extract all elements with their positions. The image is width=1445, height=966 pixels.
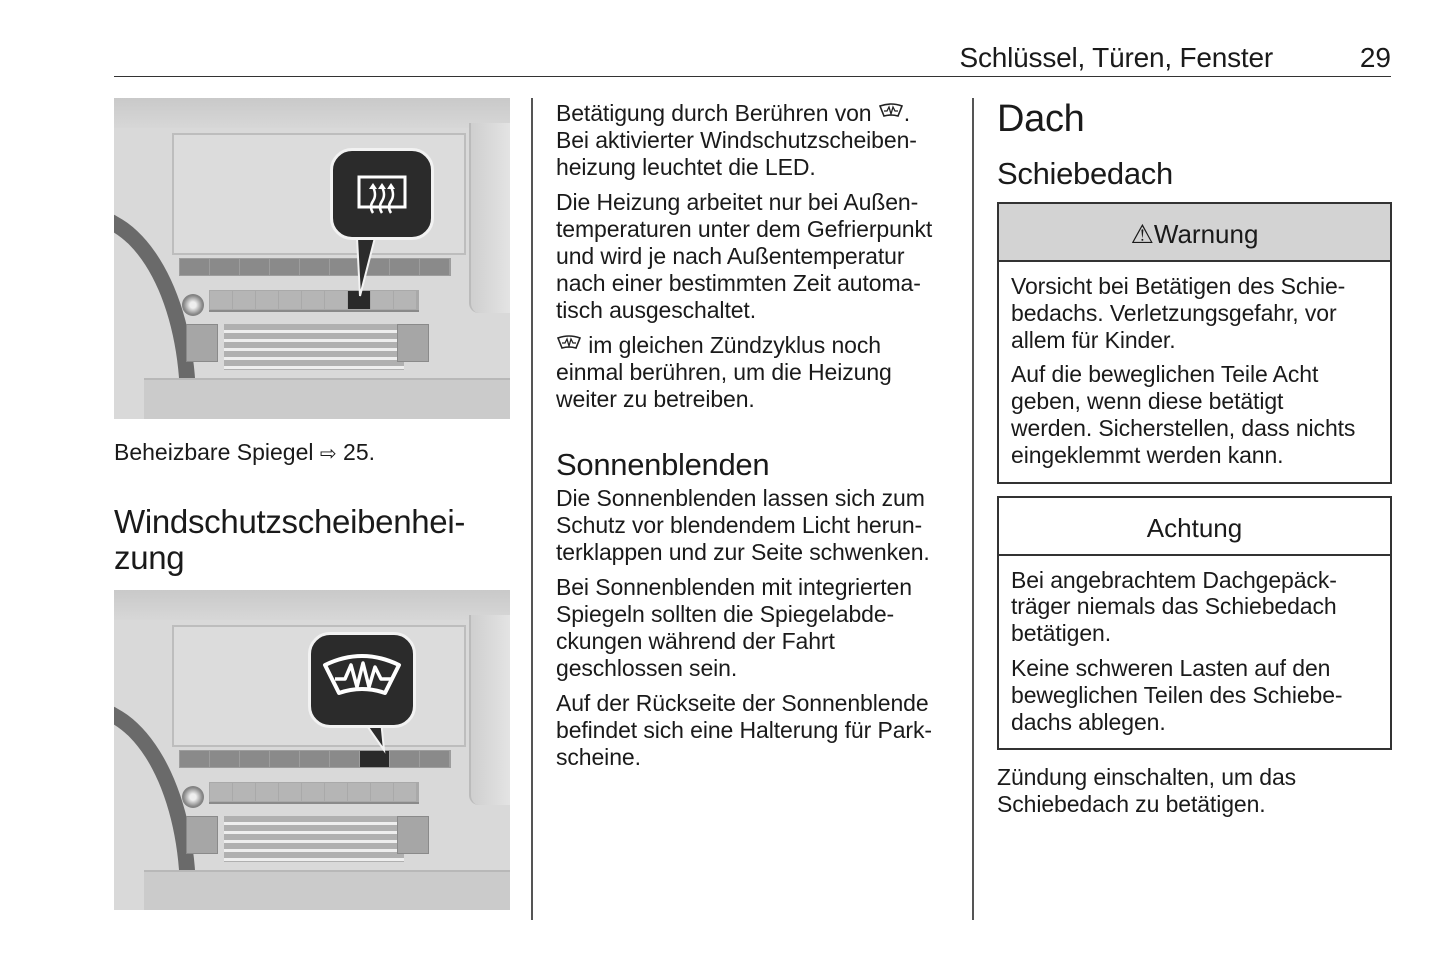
paragraph [1011,567,1378,647]
paragraph [556,574,956,682]
text-line: werden. Sicherstellen, dass nichts [1011,414,1356,441]
text-line: beweglichen Teilen des Schiebe- [1011,681,1343,708]
paragraph [1011,273,1378,353]
column-2 [556,100,956,779]
text-line: Schutz vor blendendem Licht herun- [556,512,923,538]
windscreen-heater-icon [556,335,582,351]
heading-line: Windschutzscheibenhei- [114,503,466,540]
text-line: Bei aktivierter Windschutzscheiben- [556,127,917,153]
page-header [114,40,1391,77]
text-line: dachs ablegen. [1011,708,1166,735]
windscreen-heater-icon [311,635,413,725]
text-line: und wird je nach Außentemperatur [556,243,905,269]
rear-window-heater-icon [333,151,431,237]
page-number: 29 [1359,42,1391,73]
section-heading-windscreen-heating [114,504,510,576]
column-3 [997,98,1392,826]
column-1 [114,98,510,910]
warning-triangle-icon: ⚠ [1130,219,1154,249]
text-line: heizung leuchtet die LED. [556,154,816,180]
text-line: Zündung einschalten, um das [997,764,1297,791]
text-line: temperaturen unter dem Gefrierpunkt [556,216,933,242]
text-line: Betätigung durch Berühren von [556,100,872,126]
paragraph [556,332,956,413]
text-line: Spiegeln sollten die Spiegelabde- [556,601,895,627]
text-line: Keine schweren Lasten auf den [1011,654,1331,681]
arrow-right-icon: ⇨ [319,443,337,465]
section-heading-sun-visors: Sonnenblenden [556,447,770,482]
reference-text: Beheizbare Spiegel [114,439,314,465]
text-line: nach einer bestimmten Zeit automa- [556,270,921,296]
text-line: im gleichen Zündzyklus noch [588,332,881,358]
text-line: bedachs. Verletzungsgefahr, vor [1011,299,1337,326]
text-line: einmal berühren, um die Heizung [556,359,892,385]
paragraph [556,485,956,566]
text-line: betätigen. [1011,620,1112,647]
paragraph [556,690,956,771]
text-line: ckungen während der Fahrt [556,628,835,654]
text-line: Bei Sonnenblenden mit integrierten [556,574,912,600]
reference-page: 25. [343,439,376,465]
column-divider [972,98,974,920]
text-line: eingeklemmt werden kann. [1011,441,1284,468]
text-line: allem für Kinder. [1011,326,1176,353]
figure-windscreen-heating [114,590,510,910]
text-line: befindet sich eine Halterung für Park- [556,717,932,743]
text-line: geschlossen sein. [556,655,738,681]
paragraph [1011,655,1378,735]
windscreen-heater-icon [878,103,904,119]
text-line: . [903,100,911,126]
figure-rear-window-heating [114,98,510,419]
text-line: weiter zu betreiben. [556,386,755,412]
text-line: Auf der Rückseite der Sonnenblende [556,690,929,716]
chapter-title: Schlüssel, Türen, Fenster [959,42,1273,73]
text-line: Schiebedach zu betätigen. [997,791,1266,818]
callout-bubble [308,632,416,728]
paragraph [997,764,1392,818]
cross-reference[interactable] [114,439,510,468]
paragraph [1011,361,1378,468]
caution-box-header: Achtung [999,498,1390,556]
text-line: träger niemals das Schiebedach [1011,593,1337,620]
text-line: scheine. [556,744,641,770]
caution-box [997,496,1392,751]
column-divider [531,98,533,920]
paragraph [556,189,956,324]
subheading-sunroof: Schiebedach [997,156,1173,191]
warning-box [997,202,1392,484]
text-line: Die Heizung arbeitet nur bei Außen- [556,189,919,215]
heading-line: zung [114,539,185,576]
text-line: Bei angebrachtem Dachgepäck- [1011,566,1337,593]
warning-box-header [999,204,1390,262]
section-heading-roof: Dach [997,98,1085,140]
callout-bubble [330,148,434,240]
text-line: tisch ausgeschaltet. [556,297,757,323]
paragraph [556,100,956,181]
text-line: Die Sonnenblenden lassen sich zum [556,485,925,511]
text-line: terklappen und zur Seite schwenken. [556,539,930,565]
warning-title: Warnung [1153,219,1259,249]
text-line: geben, wenn diese betätigt [1011,388,1284,415]
text-line: Auf die beweglichen Teile Acht [1011,361,1319,388]
text-line: Vorsicht bei Betätigen des Schie- [1011,273,1346,299]
